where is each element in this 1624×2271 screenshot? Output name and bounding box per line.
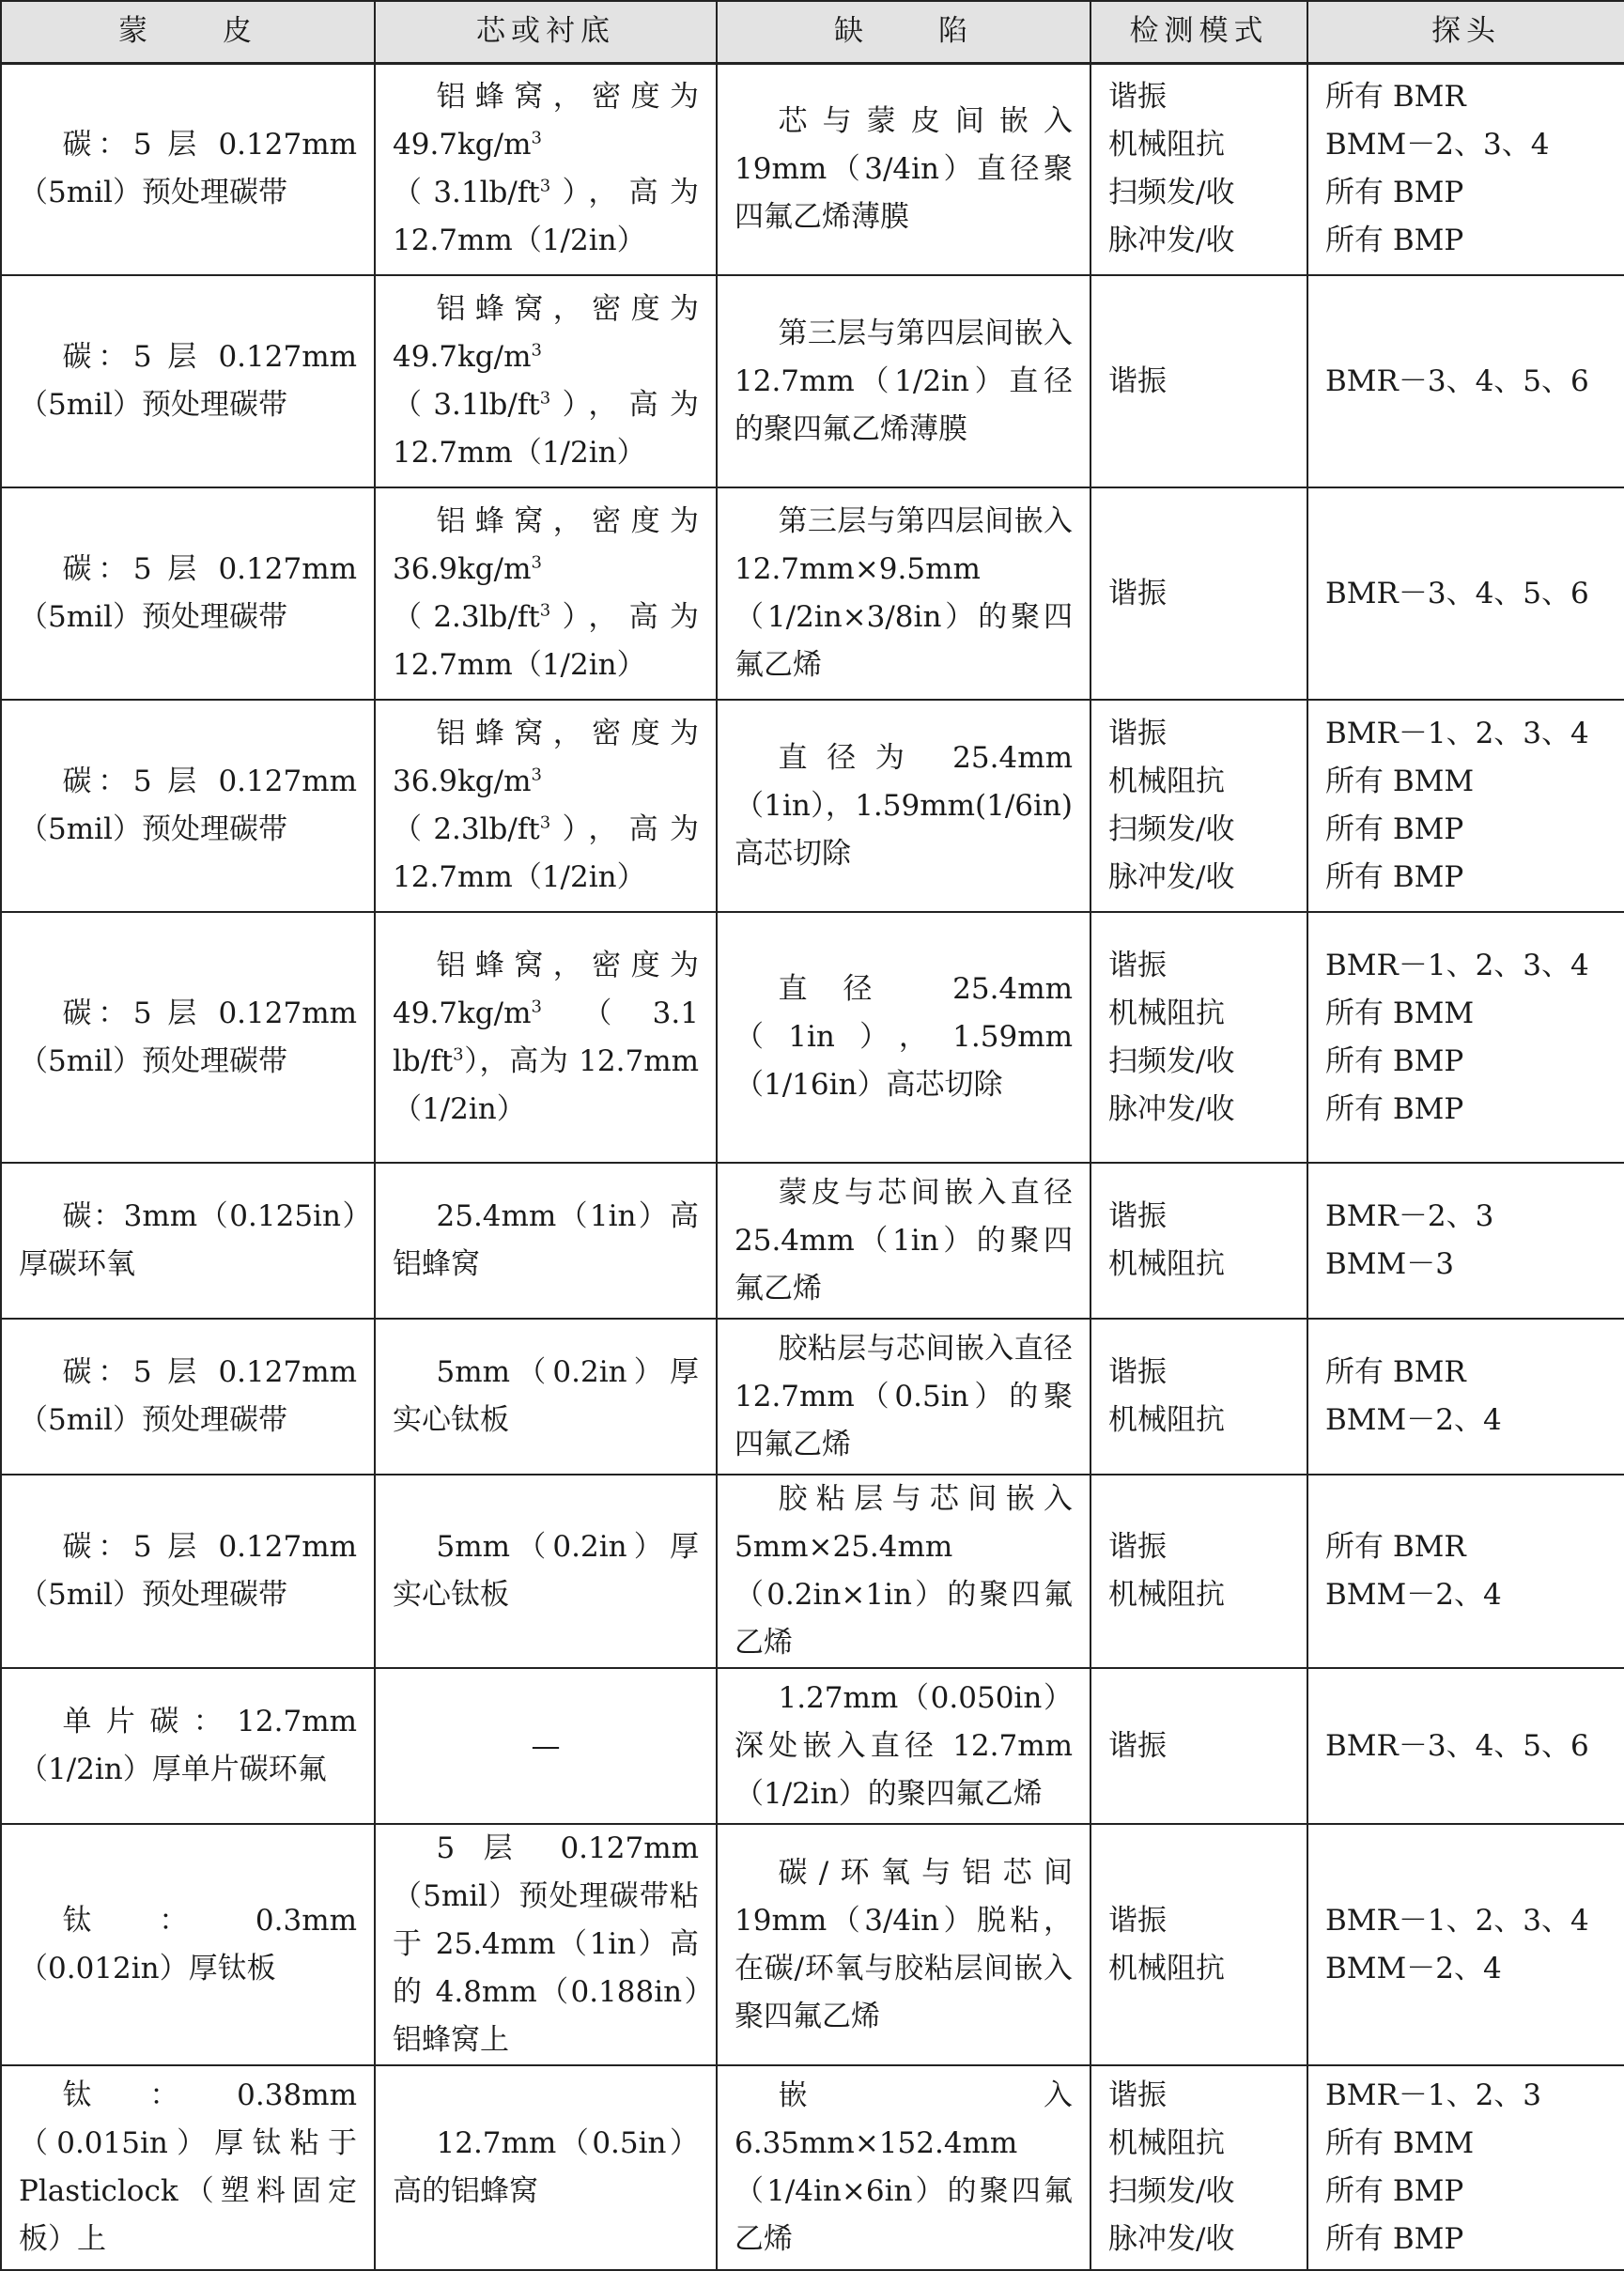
probe-item: BMM－2、4 (1325, 1951, 1502, 1985)
cell-defect: 碳/环氧与铝芯间 19mm（3/4in）脱粘，在碳/环氧与胶粘层间嵌入聚四氟乙烯 (717, 1824, 1090, 2065)
mode-item: 扫频发/收 (1108, 176, 1235, 210)
mode-item: 扫频发/收 (1108, 2174, 1235, 2208)
mode-item: 谐振 (1108, 1199, 1167, 1233)
mode-item: 机械阻抗 (1108, 128, 1225, 162)
cell-mode (1090, 63, 1307, 275)
mode-item: 谐振 (1108, 80, 1167, 115)
cell-probe (1307, 1824, 1624, 2065)
probe-item: 所有 BMP (1325, 176, 1464, 210)
cell-defect: 第三层与第四层间嵌入 12.7mm×9.5mm（1/2in×3/8in）的聚四氟乙烯 (717, 487, 1090, 700)
cell-probe (1307, 63, 1624, 275)
mode-item: 脉冲发/收 (1108, 860, 1235, 894)
cell-mode (1090, 700, 1307, 912)
cell-skin: 钛：0.38mm（0.015in）厚钛粘于 Plasticlock（塑料固定板）上 (1, 2065, 375, 2270)
table-row (1, 487, 1624, 700)
cell-defect: 1.27mm（0.050in）深处嵌入直径 12.7mm（1/2in）的聚四氟乙烯 (717, 1668, 1090, 1824)
core-text-part: 铝蜂窝，密度为 36.9kg/m (393, 504, 699, 586)
mode-item: 脉冲发/收 (1108, 224, 1235, 258)
unit-exponent: 3 (531, 765, 542, 785)
header-mode: 检测模式 (1090, 1, 1307, 63)
table-row (1, 912, 1624, 1163)
mode-item: 谐振 (1108, 2078, 1167, 2112)
table-row (1, 1668, 1624, 1824)
probe-item: BMR－3、4、5、6 (1325, 1728, 1589, 1763)
header-row (1, 1, 1624, 63)
probe-item: 所有 BMP (1325, 812, 1464, 846)
unit-exponent: 3 (531, 128, 542, 148)
core-text-part: 铝蜂窝，密度为 49.7kg/m (393, 292, 699, 374)
table-body (1, 63, 1624, 2270)
mode-item: 机械阻抗 (1108, 1951, 1225, 1985)
cell-mode (1090, 2065, 1307, 2270)
probe-item: BMR－3、4、5、6 (1325, 363, 1589, 398)
header-core: 芯或衬底 (375, 1, 717, 63)
mode-item: 机械阻抗 (1108, 765, 1225, 798)
table-row (1, 1475, 1624, 1668)
cell-defect: 蒙皮与芯间嵌入直径 25.4mm（1in）的聚四氟乙烯 (717, 1163, 1090, 1319)
probe-item: BMM－2、4 (1325, 1403, 1502, 1437)
probe-item: 所有 BMM (1325, 996, 1475, 1030)
probe-item: BMR－1、2、3、4 (1325, 1903, 1589, 1938)
probe-item: BMR－1、2、3、4 (1325, 948, 1589, 982)
mode-item: 机械阻抗 (1108, 996, 1225, 1030)
table-row (1, 63, 1624, 275)
table-row (1, 1319, 1624, 1475)
probe-item: BMR－3、4、5、6 (1325, 576, 1589, 610)
probe-item: 所有 BMP (1325, 2222, 1464, 2256)
core-text-part: ），高为 12.7mm（1/2in） (393, 1043, 699, 1126)
cell-core (375, 912, 717, 1163)
cell-skin: 碳：5 层 0.127mm（5mil）预处理碳带 (1, 1319, 375, 1475)
cell-mode (1090, 1163, 1307, 1319)
probe-item: BMR－1、2、3 (1325, 2078, 1542, 2112)
cell-probe (1307, 2065, 1624, 2270)
cell-probe (1307, 275, 1624, 487)
probe-item: 所有 BMP (1325, 2174, 1464, 2208)
mode-item: 谐振 (1108, 1728, 1167, 1763)
core-text-part: 铝蜂窝，密度为 49.7kg/m (393, 80, 699, 162)
core-text-part: （3.1lb/ft (393, 388, 540, 422)
unit-exponent: 3 (531, 340, 542, 361)
header-defect: 缺 陷 (717, 1, 1090, 63)
cell-probe (1307, 1475, 1624, 1668)
mode-item: 脉冲发/收 (1108, 1091, 1235, 1126)
mode-item: 谐振 (1108, 1355, 1167, 1389)
cell-mode (1090, 487, 1307, 700)
mode-item: 机械阻抗 (1108, 1578, 1225, 1612)
mode-item: 机械阻抗 (1108, 1247, 1225, 1281)
cell-skin: 碳：5 层 0.127mm（5mil）预处理碳带 (1, 1475, 375, 1668)
header-probe: 探头 (1307, 1, 1624, 63)
cell-core: — (375, 1668, 717, 1824)
unit-exponent: 3 (531, 996, 542, 1017)
mode-item: 扫频发/收 (1108, 1043, 1235, 1078)
core-text-part: （3.1 lb/ft (393, 996, 699, 1078)
unit-exponent: 3 (453, 1044, 464, 1065)
probe-item: BMM－2、3、4 (1325, 128, 1550, 162)
core-text-part: ），高为 12.7mm（1/2in） (393, 388, 700, 470)
table-row (1, 1163, 1624, 1319)
mode-item: 脉冲发/收 (1108, 2222, 1235, 2256)
header-skin: 蒙 皮 (1, 1, 375, 63)
probe-item: 所有 BMP (1325, 1091, 1464, 1126)
cell-mode (1090, 1824, 1307, 2065)
cell-skin: 钛：0.3mm（0.012in）厚钛板 (1, 1824, 375, 2065)
cell-skin: 碳：5 层 0.127mm（5mil）预处理碳带 (1, 275, 375, 487)
cell-core (375, 275, 717, 487)
probe-item: 所有 BMR (1325, 1355, 1466, 1389)
cell-mode (1090, 1319, 1307, 1475)
unit-exponent: 3 (539, 388, 551, 409)
mode-item: 谐振 (1108, 717, 1167, 750)
probe-item: BMM－3 (1325, 1247, 1454, 1281)
mode-item: 谐振 (1108, 1530, 1167, 1564)
probe-item: BMR－2、3 (1325, 1199, 1494, 1233)
mode-item: 谐振 (1108, 363, 1167, 398)
probe-item: 所有 BMP (1325, 860, 1464, 894)
probe-item: BMM－2、4 (1325, 1578, 1502, 1612)
core-text-part: ），高为 12.7mm（1/2in） (393, 176, 700, 258)
cell-probe (1307, 1668, 1624, 1824)
cell-skin: 碳：5 层 0.127mm（5mil）预处理碳带 (1, 63, 375, 275)
cell-defect: 芯与蒙皮间嵌入 19mm（3/4in）直径聚四氟乙烯薄膜 (717, 63, 1090, 275)
cell-probe (1307, 912, 1624, 1163)
cell-probe (1307, 1319, 1624, 1475)
mode-item: 谐振 (1108, 1903, 1167, 1938)
cell-skin: 碳：5 层 0.127mm（5mil）预处理碳带 (1, 487, 375, 700)
cell-core (375, 700, 717, 912)
cell-probe (1307, 1163, 1624, 1319)
table-row (1, 700, 1624, 912)
probe-item: 所有 BMP (1325, 224, 1464, 258)
cell-defect: 直径 25.4mm（1in），1.59mm（1/16in）高芯切除 (717, 912, 1090, 1163)
mode-item: 机械阻抗 (1108, 2126, 1225, 2160)
cell-core: 25.4mm（1in）高铝蜂窝 (375, 1163, 717, 1319)
core-text-part: （2.3lb/ft (393, 600, 540, 634)
cell-skin: 碳：5 层 0.127mm（5mil）预处理碳带 (1, 912, 375, 1163)
cell-core: 5mm（0.2in）厚实心钛板 (375, 1319, 717, 1475)
core-text-part: 铝蜂窝，密度为 36.9kg/m (393, 717, 699, 798)
cell-skin: 碳：3mm（0.125in）厚碳环氧 (1, 1163, 375, 1319)
probe-item: 所有 BMM (1325, 765, 1475, 798)
mode-item: 机械阻抗 (1108, 1403, 1225, 1437)
probe-item: BMR－1、2、3、4 (1325, 717, 1589, 750)
core-text-part: ），高为 12.7mm（1/2in） (393, 812, 700, 894)
mode-item: 扫频发/收 (1108, 812, 1235, 846)
cell-probe (1307, 700, 1624, 912)
cell-mode (1090, 275, 1307, 487)
cell-core: 5mm（0.2in）厚实心钛板 (375, 1475, 717, 1668)
cell-defect: 胶粘层与芯间嵌入直径 12.7mm（0.5in）的聚四氟乙烯 (717, 1319, 1090, 1475)
table-row (1, 1824, 1624, 2065)
cell-skin: 单片碳：12.7mm（1/2in）厚单片碳环氟 (1, 1668, 375, 1824)
cell-mode (1090, 1475, 1307, 1668)
cell-defect: 嵌入 6.35mm×152.4mm（1/4in×6in）的聚四氟乙烯 (717, 2065, 1090, 2270)
table-row (1, 275, 1624, 487)
probe-item: 所有 BMP (1325, 1043, 1464, 1078)
cell-core (375, 63, 717, 275)
mode-item: 谐振 (1108, 948, 1167, 982)
core-text-part: （3.1lb/ft (393, 176, 540, 210)
cell-core (375, 487, 717, 700)
cell-defect: 胶粘层与芯间嵌入 5mm×25.4mm（0.2in×1in）的聚四氟乙烯 (717, 1475, 1090, 1668)
cell-probe (1307, 487, 1624, 700)
unit-exponent: 3 (539, 176, 551, 196)
probe-item: 所有 BMM (1325, 2126, 1475, 2160)
cell-mode (1090, 1668, 1307, 1824)
cell-skin: 碳：5 层 0.127mm（5mil）预处理碳带 (1, 700, 375, 912)
table-row (1, 2065, 1624, 2270)
mode-item: 谐振 (1108, 576, 1167, 610)
core-text-part: 铝蜂窝，密度为 49.7kg/m (393, 948, 699, 1030)
unit-exponent: 3 (539, 600, 551, 621)
cell-defect: 第三层与第四层间嵌入 12.7mm（1/2in）直径的聚四氟乙烯薄膜 (717, 275, 1090, 487)
probe-item: 所有 BMR (1325, 1530, 1466, 1564)
cell-defect: 直径为 25.4mm（1in），1.59mm(1/6in) 高芯切除 (717, 700, 1090, 912)
core-text-part: ），高为 12.7mm（1/2in） (393, 600, 700, 682)
probe-item: 所有 BMR (1325, 80, 1466, 115)
cell-core: 12.7mm（0.5in）高的铝蜂窝 (375, 2065, 717, 2270)
unit-exponent: 3 (539, 812, 551, 833)
cell-core: 5 层 0.127mm（5mil）预处理碳带粘于 25.4mm（1in）高的 4.8mm（0.188in）铝蜂窝上 (375, 1824, 717, 2065)
unit-exponent: 3 (531, 552, 542, 573)
cell-mode (1090, 912, 1307, 1163)
core-text-part: （2.3lb/ft (393, 812, 540, 846)
